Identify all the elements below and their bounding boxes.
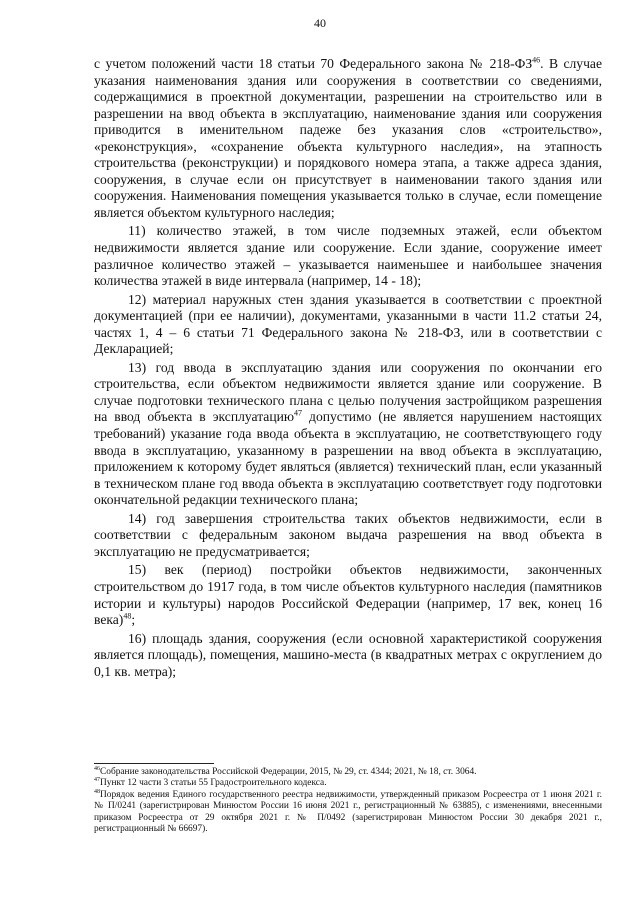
paragraph-intro: с учетом положений части 18 статьи 70 Федерального закона № 218-ФЗ$^{46}$. В случае указания наименования здания или сооружения в соответствии со сведениями, содержащимися в проектной документации, разрешении на строительство или в разрешении на ввод объекта в эксплуатацию, наименование здания или сооружения приводится в именительном падеже без указания слов «строительство», «реконструкция», «сохранение объекта культурного наследия», на этапность строительства (реконструкции) и порядкового номера этапа, а также адреса здания, сооружения, в случае если он присутствует в наименовании такого здания или сооружения. Наименования помещения указывается только в случае, если помещение является объектом культурного наследия; [94, 55, 603, 220]
page-number: 40 [314, 16, 326, 30]
paragraph-item-14: 14) год завершения строительства таких объектов недвижимости, если в соответствии с федеральным законом выдача разрешения на ввод объекта в эксплуатацию не предусматривается; [94, 510, 602, 559]
footnote-divider [94, 763, 214, 764]
paragraph-item-11: 11) количество этажей, в том числе подземных этажей, если объектом недвижимости является здание или сооружение. Если здание, сооружение имеет различное количество этажей – указывается наименьшее и наибольшее значения количества этажей в виде интервала (например, 14 - 18); [94, 223, 602, 289]
paragraph-item-13: 13) год ввода в эксплуатацию здания или сооружения по окончании его строительства, если объектом недвижимости является здание или сооружение. В случае подготовки технического плана с целью получения застройщиком разрешения на ввод объекта в эксплуатацию$^{47}$ допустимо (не является нарушением настоящих требований) указание года ввода объекта в эксплуатацию, не соответствующего году ввода в эксплуатацию, указанному в разрешении на ввод объекта в эксплуатацию, приложением к которому будет являться (является) технический план, если указанный в техническом плане год ввода объекта в эксплуатацию соответствует году подготовки окончательной редакции технического плана; [94, 359, 602, 508]
footnote-ref-46[interactable]: 46 [532, 55, 541, 65]
footnote-ref-47[interactable]: 47 [294, 408, 303, 418]
paragraph-item-16: 16) площадь здания, сооружения (если основной характеристикой сооружения является площадь), помещения, машино-места (в квадратных метрах с округлением до 0,1 кв. метра); [94, 630, 602, 679]
body-text [94, 56, 602, 680]
footnote-ref-48[interactable]: 48 [123, 611, 132, 621]
footnote-46: $^{46}$Собрание законодательства Российской Федерации, 2015, № 29, ст. 4344; 2021, № 18, ст. 3064. [94, 765, 477, 777]
paragraph-item-15: 15) век (период) постройки объектов недвижимости, законченных строительством до 1917 года, в том числе объектов культурного наследия (памятников истории и культуры) народов Российской Федерации (например, 17 век, конец 16 века)$^{48}$; [94, 562, 602, 628]
footnotes [94, 767, 602, 835]
paragraph-item-12: 12) материал наружных стен здания указывается в соответствии с проектной документацией (при ее наличии), документами, указанными в части 11.2 статьи 24, частях 1, 4 – 6 статьи 71 Федерального закона № 218-ФЗ, или в соответствии с Декларацией; [94, 291, 602, 357]
footnote-48: $^{48}$Порядок ведения Единого государственного реестра недвижимости, утвержденный приказом Росреестра от 1 июня 2021 г. № П/0241 (зарегистрирован Минюстом России 16 июня 2021 г., регистрационный № 63885), с изменениями, внесенными приказом Росреестра от 29 октября 2021 г. № П/0492 (зарегистрирован Минюстом России 30 декабря 2021 г., регистрационный № 66697). [94, 788, 602, 835]
footnote-47: $^{47}$Пункт 12 части 3 статьи 55 Градостроительного кодекса. [94, 777, 327, 789]
